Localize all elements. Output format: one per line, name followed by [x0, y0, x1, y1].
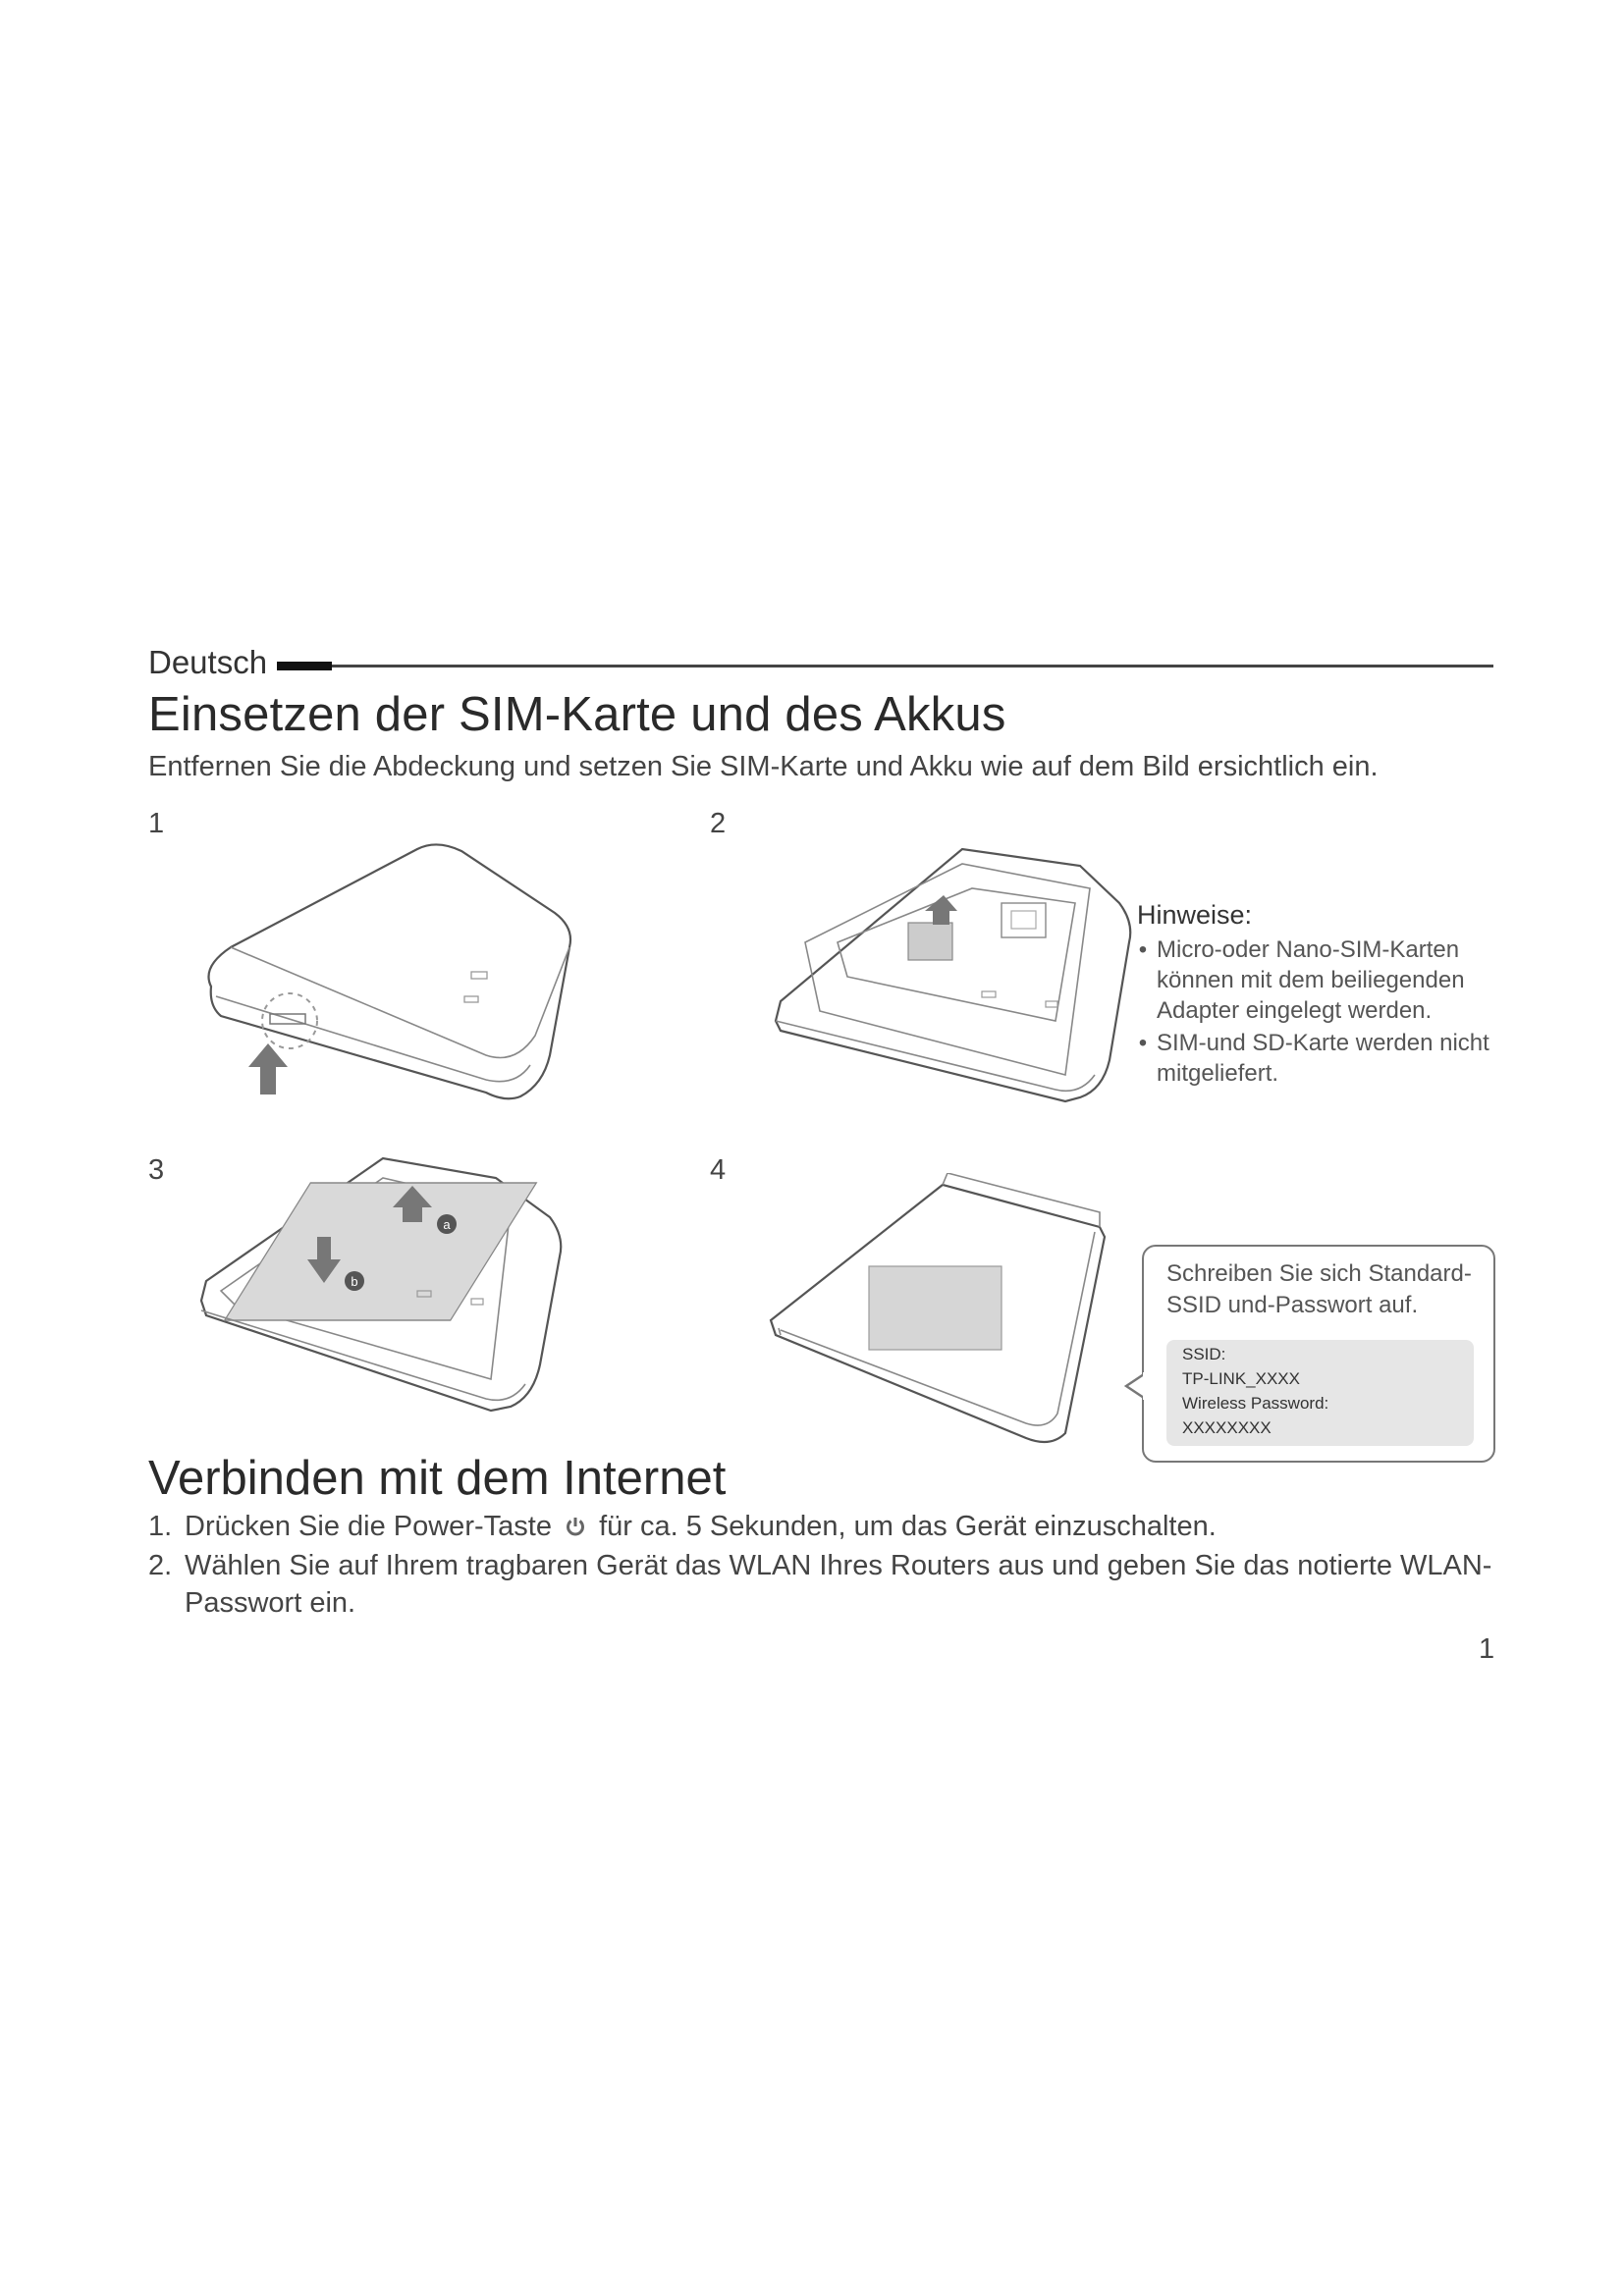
step-number-3: 3 — [148, 1154, 165, 1186]
illustration-insert-sim — [761, 844, 1154, 1109]
language-label: Deutsch — [148, 644, 268, 680]
page-number: 1 — [1479, 1633, 1495, 1665]
badge-b: b — [351, 1274, 358, 1289]
section-title-internet: Verbinden mit dem Internet — [148, 1452, 727, 1505]
step-text-before: Drücken Sie die Power-Taste — [185, 1511, 552, 1542]
step-number: 2. — [148, 1550, 173, 1581]
note-item: • SIM-und SD-Karte werden nicht mitgeliefert. — [1138, 1030, 1489, 1087]
instruction-step-1 — [148, 1508, 1503, 1548]
illustration-insert-battery — [191, 1153, 584, 1418]
ssid-value: TP-LINK_XXXX — [1182, 1369, 1300, 1388]
password-label: Wireless Password: — [1182, 1394, 1329, 1413]
step-number-2: 2 — [710, 808, 727, 839]
illustration-remove-cover — [191, 839, 584, 1104]
badge-a: a — [443, 1217, 451, 1232]
section-intro: Entfernen Sie die Abdeckung und setzen Sie SIM-Karte und Akku wie auf dem Bild ersichtlich ein. — [148, 751, 1379, 782]
header-rule-accent — [277, 662, 332, 670]
step-number-4: 4 — [710, 1154, 727, 1186]
notes-list — [1129, 934, 1502, 1091]
callout-text: Schreiben Sie sich Standard-SSID und-Passwort auf. — [1166, 1260, 1472, 1318]
note-item: • Micro-oder Nano-SIM-Karten können mit dem beiliegenden Adapter eingelegt werden. — [1138, 936, 1465, 1024]
note-text: Micro-oder Nano-SIM-Karten können mit dem beiliegenden Adapter eingelegt werden. — [1157, 936, 1465, 1024]
ssid-label: SSID: — [1182, 1345, 1226, 1363]
illustration-cover-label — [761, 1173, 1134, 1453]
step-text-after: für ca. 5 Sekunden, um das Gerät einzuschalten. — [599, 1511, 1217, 1542]
ssid-label-text — [1182, 1342, 1328, 1440]
callout-pointer — [1124, 1372, 1146, 1400]
section-title-sim: Einsetzen der SIM-Karte und des Akkus — [148, 688, 1006, 741]
power-icon — [564, 1511, 587, 1548]
note-text: SIM-und SD-Karte werden nicht mitgeliefert. — [1157, 1030, 1489, 1087]
header-rule — [332, 665, 1493, 667]
step-number-1: 1 — [148, 808, 165, 839]
notes-title: Hinweise: — [1137, 900, 1253, 930]
step-text: Wählen Sie auf Ihrem tragbaren Gerät das WLAN Ihres Routers aus und geben Sie das notierte WLAN-Passwort ein. — [185, 1550, 1492, 1619]
step-number: 1. — [148, 1511, 173, 1542]
password-value: XXXXXXXX — [1182, 1418, 1272, 1437]
instruction-step-2 — [148, 1547, 1503, 1622]
